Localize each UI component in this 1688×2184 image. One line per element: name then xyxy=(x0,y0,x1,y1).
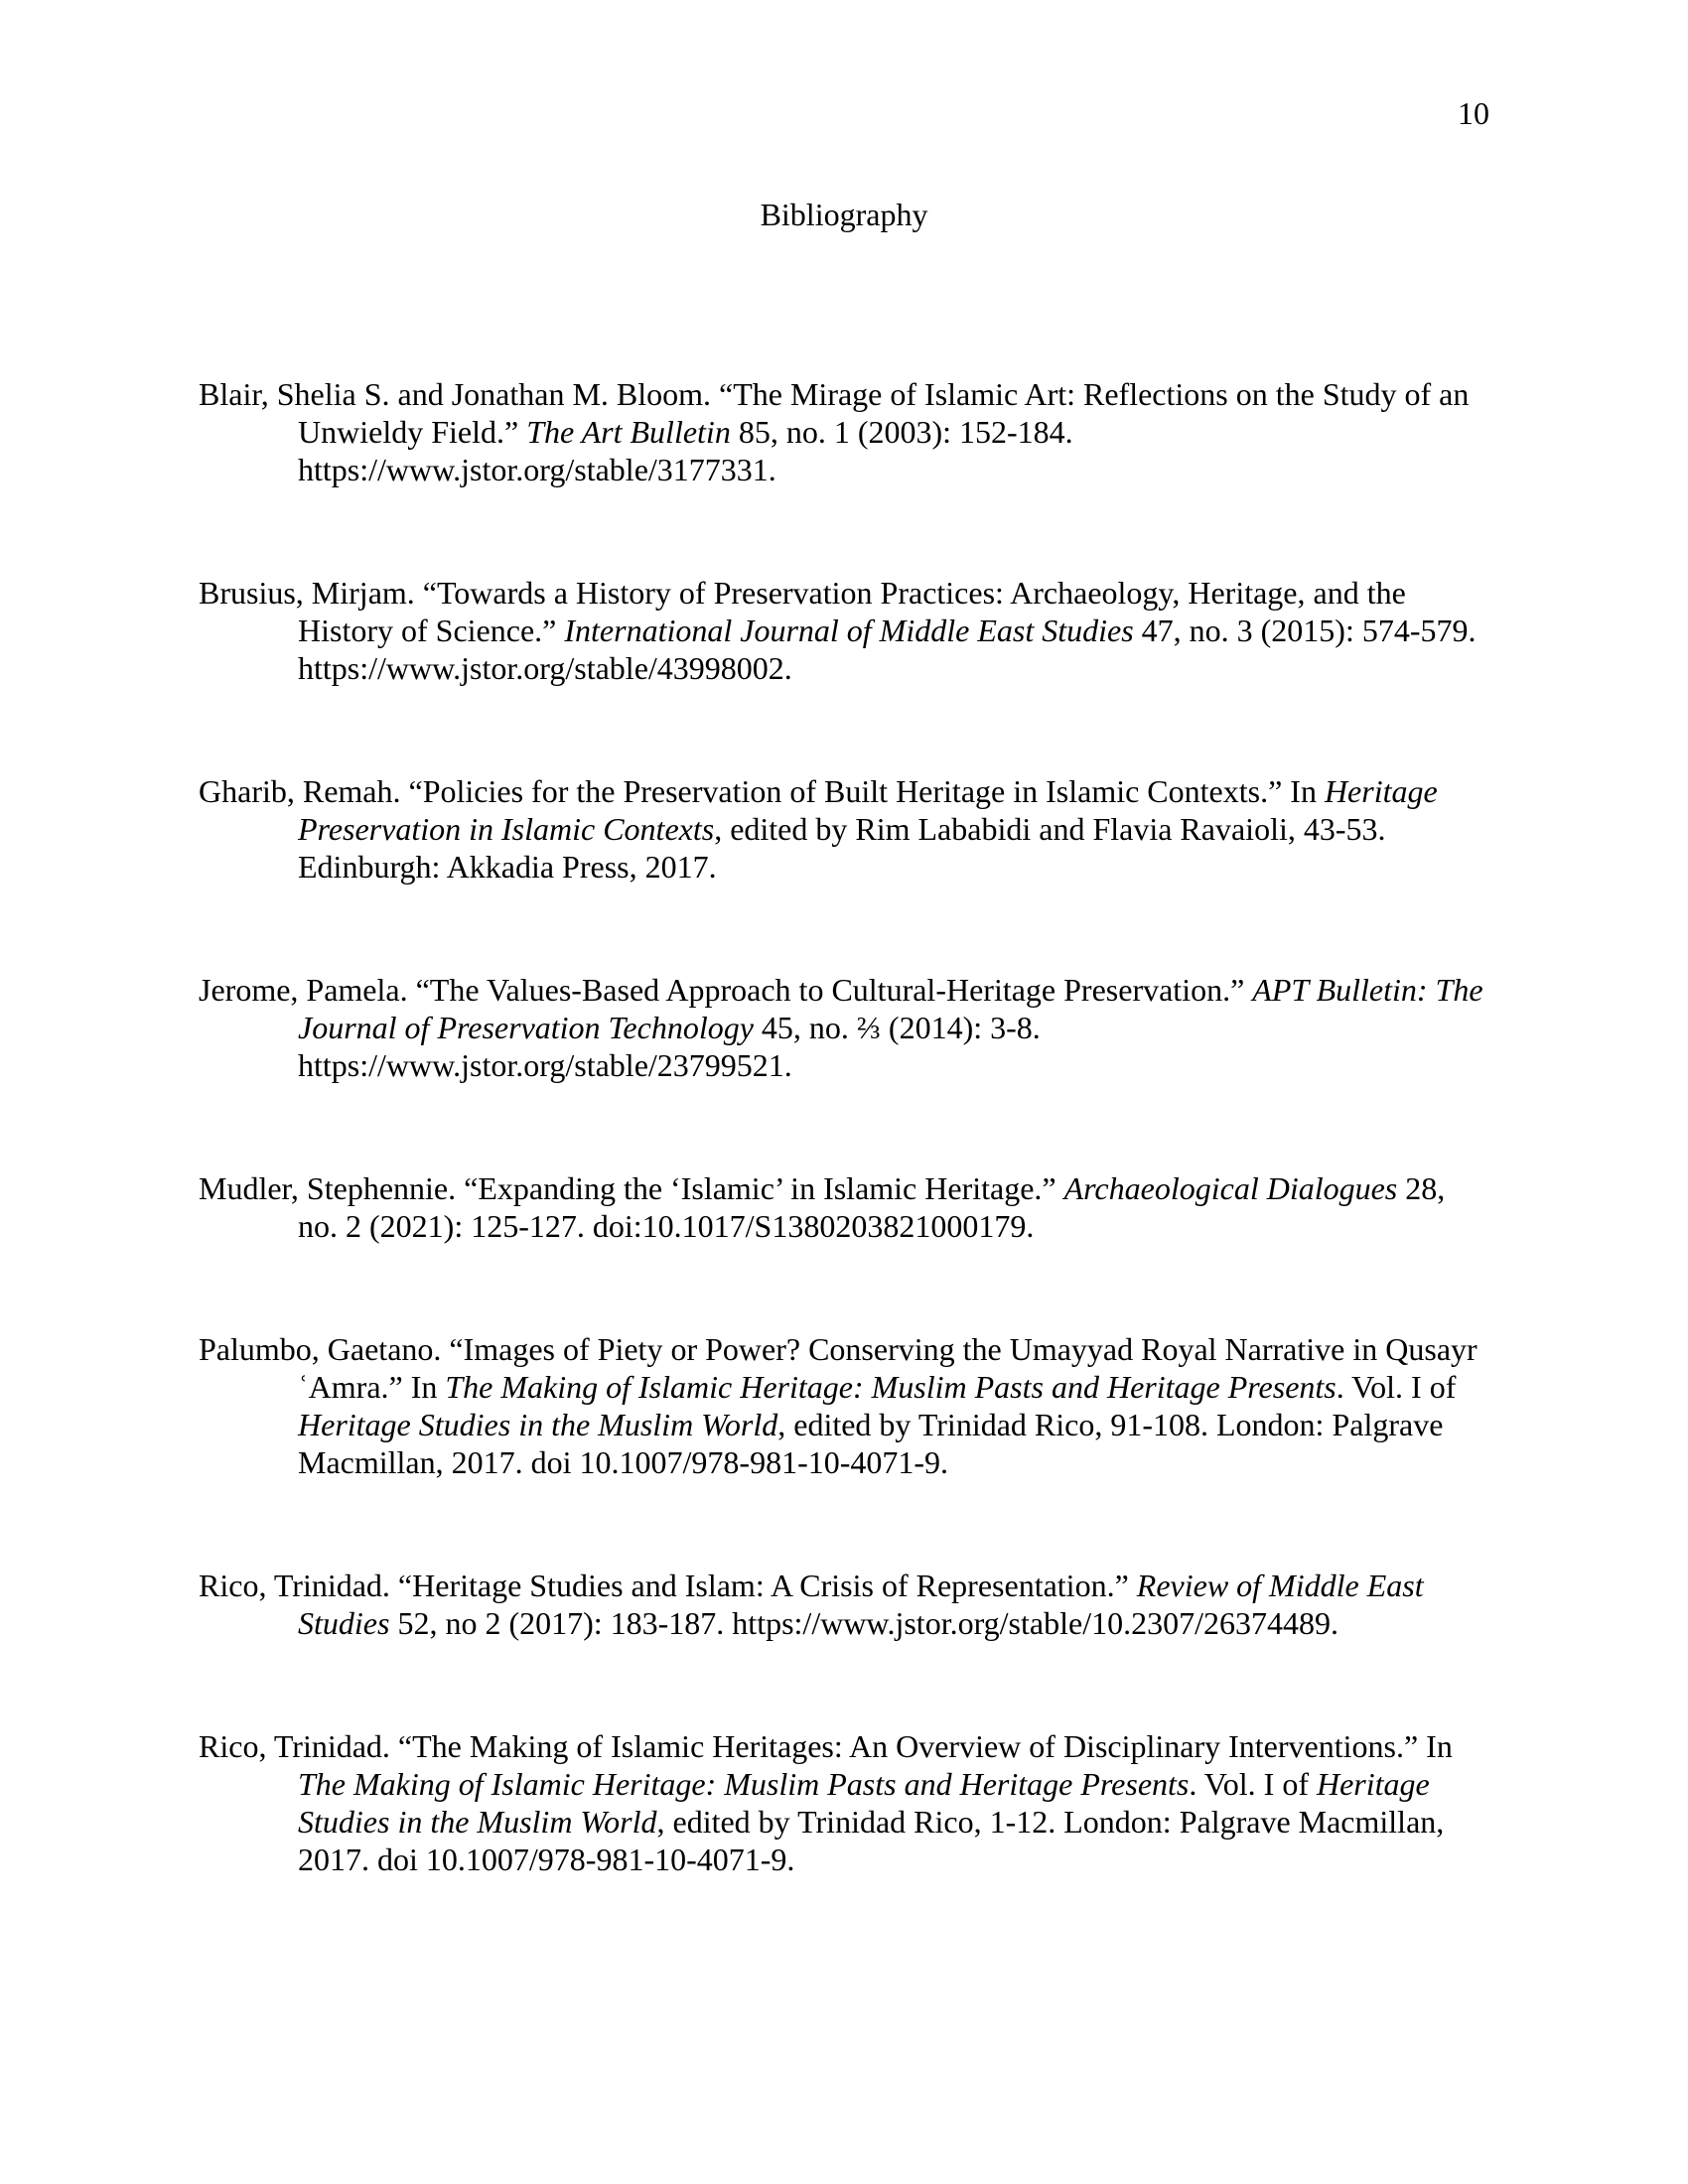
entry-text: Brusius, Mirjam. “Towards a History of Preservation Practices: Archaeology, Heritage, and the History of Science.” xyxy=(199,575,1406,648)
entry-text: Mudler, Stephennie. “Expanding the ‘Islamic’ in Islamic Heritage.” xyxy=(199,1170,1064,1206)
entry-title-italic: Archaeological Dialogues xyxy=(1063,1170,1398,1206)
entry-title-italic: Review of Middle East Studies xyxy=(298,1568,1424,1641)
entry-text: , edited by Trinidad Rico, 1-12. London: Palgrave Macmillan, 2017. doi 10.1007/978-981-10-4071-9. xyxy=(298,1804,1445,1877)
entry-text: Gharib, Remah. “Policies for the Preservation of Built Heritage in Islamic Contexts.” In xyxy=(199,773,1325,809)
bibliography-entry xyxy=(199,1330,1489,1481)
entry-text: Palumbo, Gaetano. “Images of Piety or Power? Conserving the Umayyad Royal Narrative in Qusayr ʿAmra.” In xyxy=(199,1331,1477,1405)
entry-title-italic: The Making of Islamic Heritage: Muslim Pasts and Heritage Presents xyxy=(298,1766,1190,1802)
bibliography-entry xyxy=(199,375,1489,488)
entry-text: . Vol. I of xyxy=(1189,1766,1317,1802)
entry-title-italic: The Making of Islamic Heritage: Muslim Pasts and Heritage Presents xyxy=(445,1369,1336,1405)
entry-title-italic: International Journal of Middle East Studies xyxy=(564,613,1134,648)
entry-text: 52, no 2 (2017): 183-187. https://www.jstor.org/stable/10.2307/26374489. xyxy=(389,1605,1338,1641)
bibliography-entry xyxy=(199,1169,1489,1245)
bibliography-entry xyxy=(199,1727,1489,1878)
entry-title-italic: The Art Bulletin xyxy=(526,414,731,450)
entry-title-italic: Heritage Studies in the Muslim World xyxy=(298,1407,778,1442)
entry-text: 28, no. 2 (2021): 125-127. doi:10.1017/S1380203821000179. xyxy=(298,1170,1446,1244)
entry-text: . Vol. I of xyxy=(1336,1369,1457,1405)
entry-title-italic: Heritage Studies in the Muslim World xyxy=(298,1766,1430,1840)
entry-text: Blair, Shelia S. and Jonathan M. Bloom. “The Mirage of Islamic Art: Reflections on the Study of an Unwieldy Field.” xyxy=(199,376,1470,450)
entry-title-italic: APT Bulletin: The Journal of Preservation Technology xyxy=(298,972,1483,1045)
entry-title-italic: Heritage Preservation in Islamic Contexts xyxy=(298,773,1438,847)
bibliography-entry xyxy=(199,1567,1489,1642)
bibliography-list xyxy=(199,375,1489,1964)
bibliography-entry xyxy=(199,574,1489,687)
entry-text: 45, no. ⅔ (2014): 3-8. https://www.jstor.org/stable/23799521. xyxy=(298,1010,1041,1083)
page-number: 10 xyxy=(1458,95,1489,131)
page-title: Bibliography xyxy=(760,197,928,232)
entry-text: , edited by Trinidad Rico, 91-108. London: Palgrave Macmillan, 2017. doi 10.1007/978-981-10-4071-9. xyxy=(298,1407,1444,1480)
entry-text: 47, no. 3 (2015): 574-579. https://www.jstor.org/stable/43998002. xyxy=(298,613,1477,686)
entry-text: Rico, Trinidad. “Heritage Studies and Islam: A Crisis of Representation.” xyxy=(199,1568,1137,1603)
bibliography-entry xyxy=(199,772,1489,886)
entry-text: Rico, Trinidad. “The Making of Islamic Heritages: An Overview of Disciplinary Interventions.” In xyxy=(199,1728,1453,1764)
entry-text: , edited by Rim Lababidi and Flavia Ravaioli, 43-53. Edinburgh: Akkadia Press, 2017. xyxy=(298,811,1386,885)
entry-text: Jerome, Pamela. “The Values-Based Approach to Cultural-Heritage Preservation.” xyxy=(199,972,1253,1008)
entry-text: 85, no. 1 (2003): 152-184. https://www.jstor.org/stable/3177331. xyxy=(298,414,1073,487)
bibliography-entry xyxy=(199,971,1489,1084)
